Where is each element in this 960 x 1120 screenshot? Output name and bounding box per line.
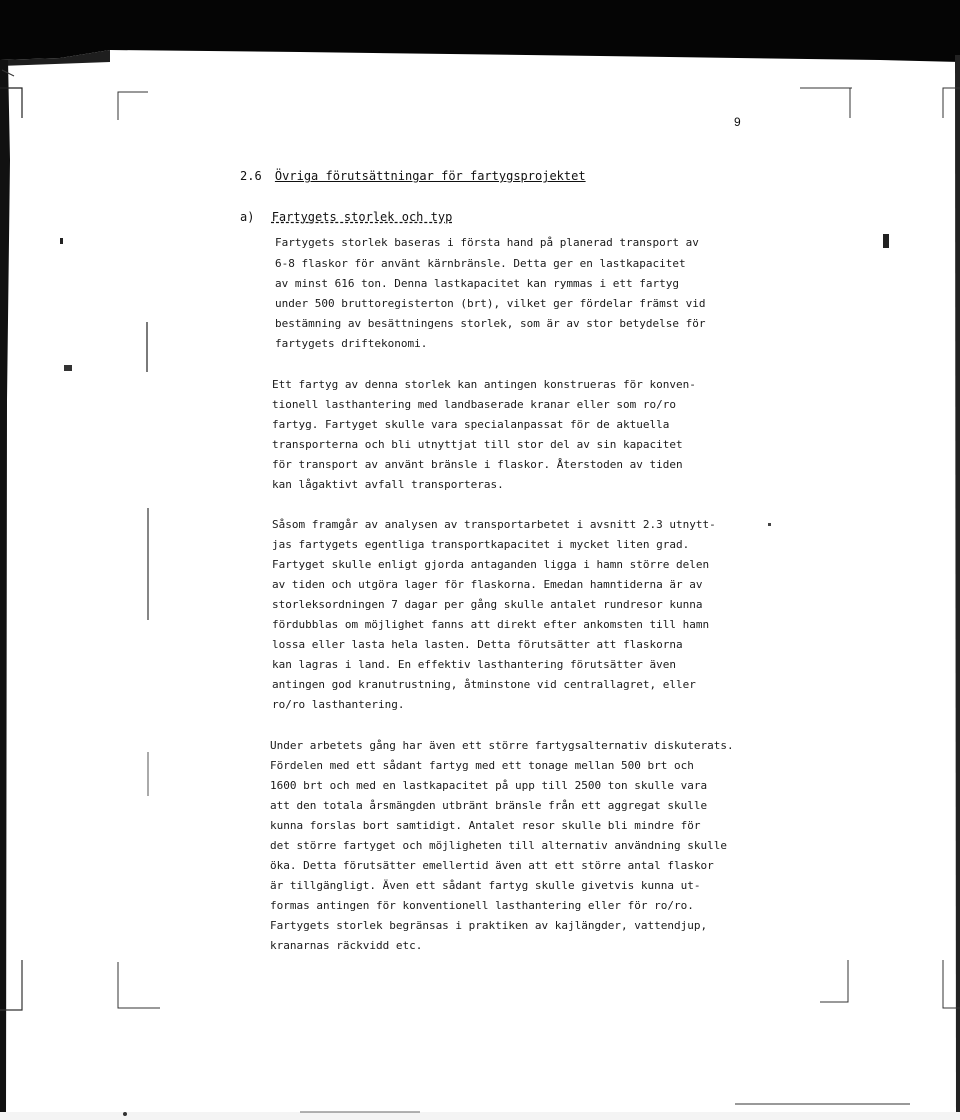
text-line: bestämning av besättningens storlek, som är av stor betydelse för: [275, 317, 706, 330]
text-line: fartygets driftekonomi.: [275, 337, 428, 350]
text-line: Under arbetets gång har även ett större fartygsalternativ diskuterats.: [270, 739, 734, 752]
text-line: Fartyget skulle enligt gjorda antaganden ligga i hamn större delen: [272, 558, 710, 571]
text-line: 1600 brt och med en lastkapacitet på upp till 2500 ton skulle vara: [270, 779, 708, 792]
text-line: Såsom framgår av analysen av transportarbetet i avsnitt 2.3 utnytt-: [272, 518, 716, 531]
text-line: kranarnas räckvidd etc.: [270, 939, 423, 952]
text-line: öka. Detta förutsätter emellertid även att ett större antal flaskor: [270, 859, 714, 872]
text-line: tionell lasthantering med landbaserade kranar eller som ro/ro: [272, 398, 676, 411]
subsection-heading: [240, 210, 452, 224]
text-line: av minst 616 ton. Denna lastkapacitet kan rymmas i ett fartyg: [275, 277, 679, 290]
section-title: Övriga förutsättningar för fartygsprojektet: [274, 169, 586, 183]
subsection-label: a): [240, 210, 255, 224]
text-line: lossa eller lasta hela lasten. Detta förutsätter att flaskorna: [272, 638, 683, 651]
text-line: storleksordningen 7 dagar per gång skulle antalet rundresor kunna: [272, 598, 703, 611]
text-line: Ett fartyg av denna storlek kan antingen konstrueras för konven-: [272, 378, 696, 391]
section-number: 2.6: [240, 169, 262, 183]
text-line: är tillgängligt. Även ett sådant fartyg skulle givetvis kunna ut-: [270, 879, 701, 892]
text-line: av tiden och utgöra lager för flaskorna. Emedan hamntiderna är av: [272, 578, 703, 591]
text-line: kan lagras i land. En effektiv lasthantering förutsätter även: [272, 658, 676, 671]
text-line: ro/ro lasthantering.: [272, 698, 405, 711]
page-number: 9: [734, 115, 741, 129]
text-line: fartyg. Fartyget skulle vara specialanpassat för de aktuella: [272, 418, 670, 431]
text-line: kan lågaktivt avfall transporteras.: [272, 478, 504, 491]
text-line: jas fartygets egentliga transportkapacitet i mycket liten grad.: [272, 538, 690, 551]
text-line: transporterna och bli utnyttjat till stor del av sin kapacitet: [272, 438, 683, 451]
text-line: under 500 bruttoregisterton (brt), vilket ger fördelar främst vid: [275, 297, 706, 310]
text-line: det större fartyget och möjligheten till alternativ användning skulle: [270, 839, 727, 852]
subsection-title: Fartygets storlek och typ: [271, 210, 453, 224]
text-line: Fartygets storlek baseras i första hand på planerad transport av: [275, 236, 699, 249]
text-line: antingen god kranutrustning, åtminstone vid centrallagret, eller: [272, 678, 696, 691]
text-line: att den totala årsmängden utbränt bränsle från ett aggregat skulle: [270, 799, 708, 812]
text-line: för transport av använt bränsle i flaskor. Återstoden av tiden: [272, 458, 683, 471]
text-line: 6-8 flaskor för använt kärnbränsle. Detta ger en lastkapacitet: [275, 257, 686, 270]
text-line: kunna forslas bort samtidigt. Antalet resor skulle bli mindre för: [270, 819, 701, 832]
text-line: fördubblas om möjlighet fanns att direkt efter ankomsten till hamn: [272, 618, 710, 631]
text-line: Fördelen med ett sådant fartyg med ett tonage mellan 500 brt och: [270, 759, 694, 772]
section-heading: [240, 169, 586, 183]
text-line: Fartygets storlek begränsas i praktiken av kajlängder, vattendjup,: [270, 919, 708, 932]
text-line: formas antingen för konventionell lasthantering eller för ro/ro.: [270, 899, 694, 912]
